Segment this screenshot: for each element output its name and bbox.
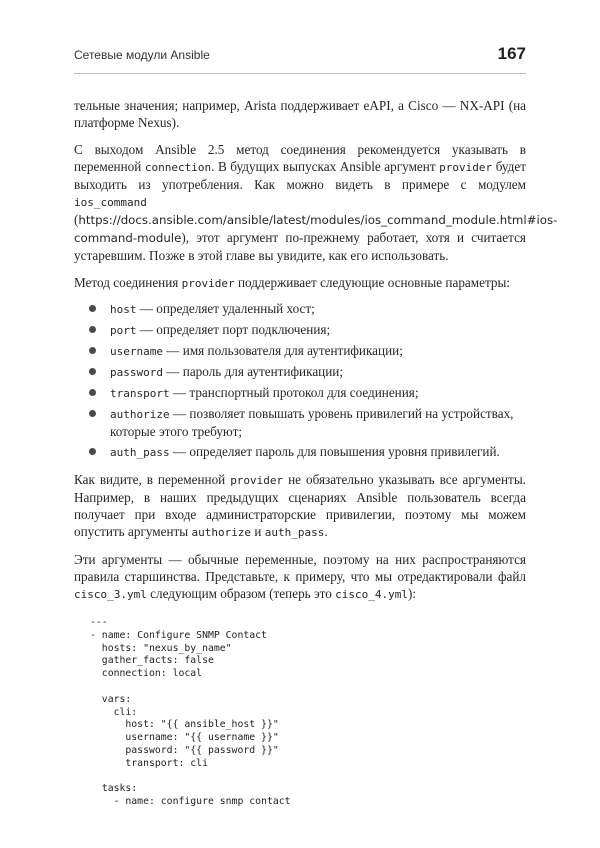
inline-code: ios_command [74, 196, 147, 209]
paragraph-1: тельные значения; например, Arista поддерживает eAPI, а Cisco — NX-API (на платформе Nexus). [74, 98, 526, 130]
list-item [74, 342, 526, 360]
list-item [74, 363, 526, 381]
inline-code: cisco_3.yml [74, 588, 147, 601]
list-item [74, 300, 526, 318]
text-span: . В будущих выпусках Ansible аргумент [211, 159, 440, 174]
bullet-icon [89, 347, 96, 354]
text-span: следующим образом (теперь это [146, 586, 336, 601]
yaml-code-listing: --- - name: Configure SNMP Contact hosts: "nexus_by_name" gather_facts: false connection: local vars: cli: host: "{{ ansible_host }}" username: "{{ username }}" password: "{{ password }}" transport: cli tasks: - name: configure snmp contact [90, 617, 291, 808]
param-name: password [110, 366, 163, 379]
list-item [74, 321, 526, 339]
inline-code: cisco_4.yml [335, 588, 408, 601]
param-desc: — определяет порт подключения; [136, 322, 331, 337]
text-span: ), этот аргумент по-прежнему работает, хотя и считается устаревшим. Позже в этой главе вы увидите, как его использовать. [74, 230, 526, 263]
param-name: authorize [110, 408, 170, 421]
header-rule [74, 73, 526, 74]
param-desc: — определяет пароль для повышения уровня привилегий. [169, 444, 500, 459]
list-item [74, 443, 526, 461]
param-desc: — пароль для аутентификации; [162, 364, 344, 379]
text-span: . [324, 524, 328, 539]
param-desc: — имя пользователя для аутентификации; [162, 343, 403, 358]
text-span: С выходом Ansible 2.5 метод соединения рекомендуется указывать в переменной [74, 142, 526, 174]
text-span: будет выходить из употребления. Как можно видеть в примере с модулем [74, 159, 526, 192]
inline-code: provider [181, 277, 235, 290]
inline-code: provider [230, 474, 284, 487]
param-desc: — транспортный протокол для соединения; [169, 385, 419, 400]
param-name: host [110, 303, 137, 316]
param-name: transport [110, 387, 170, 400]
text-span: поддерживает следующие основные параметры: [234, 275, 511, 290]
list-item [74, 384, 526, 402]
text-span: Как видите, в переменной [74, 472, 231, 487]
param-desc: — позволяет повышать уровень привилегий на устройствах, которые этого требуют; [110, 406, 514, 439]
param-desc: — определяет удаленный хост; [136, 301, 315, 316]
inline-code: auth_pass [264, 526, 325, 539]
text-span: и [251, 524, 265, 539]
paragraph-4 [74, 471, 526, 541]
param-name: port [110, 324, 137, 337]
text-span: не обязательно указывать все аргументы. Например, в наших предыдущих сценариях Ansible пользователь всегда получает при входе администраторские привилегии, поэтому мы можем опустить аргументы [74, 472, 526, 539]
inline-code: provider [439, 161, 493, 174]
paragraph-5 [74, 551, 526, 603]
bullet-icon [89, 389, 96, 396]
docs-url: https://docs.ansible.com/ansible/latest/modules/ios_command_module.html#ios-command-module [74, 213, 558, 245]
inline-code: authorize [191, 526, 252, 539]
bullet-icon [89, 305, 96, 312]
running-title: Сетевые модули Ansible [74, 48, 210, 62]
param-name: auth_pass [110, 446, 170, 459]
bullet-icon [89, 448, 96, 455]
page-header [74, 44, 526, 68]
bullet-icon [89, 368, 96, 375]
page-body [74, 97, 558, 809]
paragraph-3 [74, 274, 526, 292]
text-span: Эти аргументы — обычные переменные, поэтому на них распространяются правила старшинства. Представьте, к примеру, что мы отредактировали файл [74, 552, 526, 584]
text-span: ( [74, 212, 79, 227]
page-number: 167 [497, 44, 526, 63]
list-item [74, 405, 526, 440]
param-name: username [110, 345, 163, 358]
text-span: Метод соединения [74, 275, 182, 290]
bullet-icon [89, 410, 96, 417]
provider-params-list [74, 300, 526, 461]
bullet-icon [89, 326, 96, 333]
inline-code: connection [144, 161, 212, 174]
paragraph-2 [74, 141, 558, 264]
text-span: ): [407, 586, 417, 601]
